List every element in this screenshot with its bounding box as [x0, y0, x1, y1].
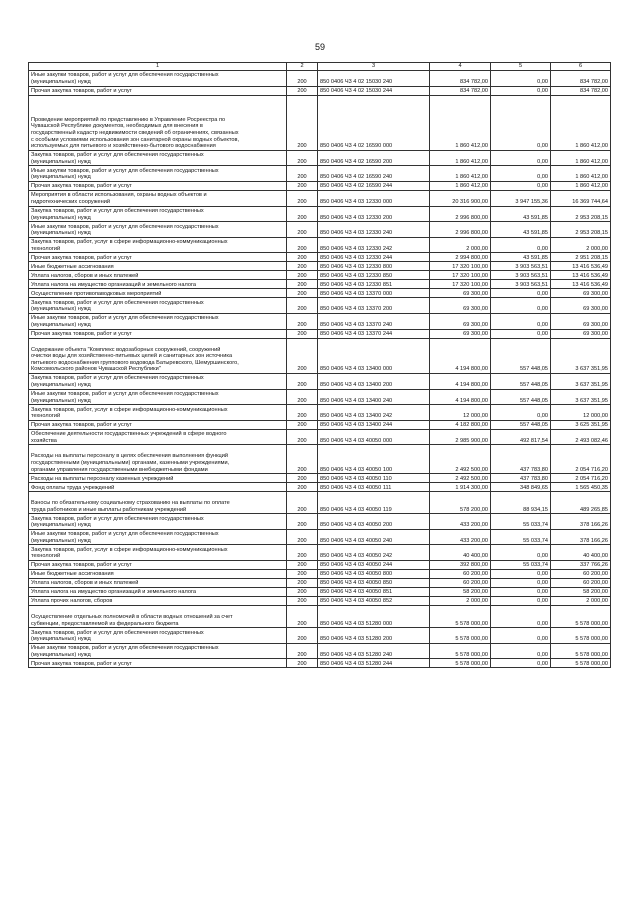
- row-rest-cell: 2 953 208,15: [551, 206, 611, 222]
- table-row: [29, 329, 611, 338]
- row-plan-cell: 2 492 500,00: [430, 474, 491, 483]
- table-row: [29, 166, 611, 182]
- table-row: [29, 445, 611, 474]
- row-kbk-cell: 850 0406 Ч3 4 03 51280 244: [318, 659, 430, 668]
- row-kbk-cell: 850 0406 Ч3 4 03 12330 200: [318, 206, 430, 222]
- table-row: [29, 429, 611, 445]
- row-code-cell: 200: [287, 643, 318, 659]
- column-header-5: 5: [491, 63, 551, 71]
- column-header-2: 2: [287, 63, 318, 71]
- row-code-cell: 200: [287, 329, 318, 338]
- row-plan-cell: 69 300,00: [430, 329, 491, 338]
- row-exec-cell: 437 783,80: [491, 445, 551, 474]
- row-exec-cell: 0,00: [491, 71, 551, 87]
- row-kbk-cell: 850 0406 Ч3 4 03 40050 110: [318, 474, 430, 483]
- table-row: [29, 643, 611, 659]
- row-rest-cell: 16 369 744,64: [551, 190, 611, 206]
- row-code-cell: 200: [287, 298, 318, 314]
- row-name-cell: Уплата налога на имущество организаций и земельного налога: [29, 280, 287, 289]
- table-row: [29, 190, 611, 206]
- page-number: 59: [314, 42, 325, 52]
- row-exec-cell: 0,00: [491, 405, 551, 421]
- row-code-cell: 200: [287, 280, 318, 289]
- row-kbk-cell: 850 0406 Ч3 4 03 51280 240: [318, 643, 430, 659]
- table-row: [29, 298, 611, 314]
- row-exec-cell: 88 934,15: [491, 492, 551, 514]
- row-code-cell: 200: [287, 181, 318, 190]
- row-plan-cell: 4 182 800,00: [430, 420, 491, 429]
- row-kbk-cell: 850 0406 Ч3 4 03 40050 111: [318, 483, 430, 492]
- row-kbk-cell: 850 0406 Ч3 4 03 40050 850: [318, 579, 430, 588]
- row-rest-cell: 5 578 000,00: [551, 606, 611, 628]
- row-code-cell: 200: [287, 628, 318, 644]
- row-rest-cell: 1 565 450,35: [551, 483, 611, 492]
- row-plan-cell: 60 200,00: [430, 570, 491, 579]
- column-header-4: 4: [430, 63, 491, 71]
- row-rest-cell: 489 265,85: [551, 492, 611, 514]
- row-code-cell: 200: [287, 71, 318, 87]
- table-header-row: [29, 63, 611, 71]
- row-kbk-cell: 850 0406 Ч3 4 03 12330 800: [318, 262, 430, 271]
- row-plan-cell: 4 194 800,00: [430, 373, 491, 389]
- table-row: [29, 237, 611, 253]
- row-name-cell: Прочая закупка товаров, работ и услуг: [29, 561, 287, 570]
- row-rest-cell: 1 860 412,00: [551, 166, 611, 182]
- row-plan-cell: 4 194 800,00: [430, 338, 491, 373]
- row-plan-cell: 1 914 300,00: [430, 483, 491, 492]
- table-row: [29, 483, 611, 492]
- row-plan-cell: 17 320 100,00: [430, 271, 491, 280]
- row-kbk-cell: 850 0406 Ч3 4 03 12330 851: [318, 280, 430, 289]
- row-rest-cell: 2 000,00: [551, 237, 611, 253]
- row-plan-cell: 2 994 800,00: [430, 253, 491, 262]
- row-code-cell: 200: [287, 420, 318, 429]
- row-rest-cell: 69 300,00: [551, 298, 611, 314]
- row-kbk-cell: 850 0406 Ч3 4 03 12330 850: [318, 271, 430, 280]
- table-body: [29, 71, 611, 668]
- column-header-1: 1: [29, 63, 287, 71]
- table-row: [29, 181, 611, 190]
- table-row: [29, 492, 611, 514]
- row-kbk-cell: 850 0406 Ч3 4 02 15030 244: [318, 86, 430, 95]
- row-kbk-cell: 850 0406 Ч3 4 03 40050 119: [318, 492, 430, 514]
- row-exec-cell: 0,00: [491, 237, 551, 253]
- row-kbk-cell: 850 0406 Ч3 4 03 13370 000: [318, 289, 430, 298]
- row-plan-cell: 1 860 412,00: [430, 166, 491, 182]
- row-name-cell: Закупка товаров, работ и услуг для обеспечения государственных (муниципальных) нужд: [29, 206, 287, 222]
- table-row: [29, 597, 611, 606]
- table-row: [29, 405, 611, 421]
- row-plan-cell: 1 860 412,00: [430, 181, 491, 190]
- row-plan-cell: 433 200,00: [430, 529, 491, 545]
- row-rest-cell: 337 766,26: [551, 561, 611, 570]
- row-code-cell: 200: [287, 237, 318, 253]
- table-row: [29, 579, 611, 588]
- row-rest-cell: 3 637 351,95: [551, 338, 611, 373]
- row-exec-cell: 3 903 563,51: [491, 280, 551, 289]
- row-rest-cell: 834 782,00: [551, 71, 611, 87]
- table-row: [29, 71, 611, 87]
- row-plan-cell: 12 000,00: [430, 405, 491, 421]
- row-kbk-cell: 850 0406 Ч3 4 03 40050 852: [318, 597, 430, 606]
- row-code-cell: 200: [287, 95, 318, 150]
- row-code-cell: 200: [287, 606, 318, 628]
- row-rest-cell: 13 416 536,49: [551, 262, 611, 271]
- row-kbk-cell: 850 0406 Ч3 4 03 13400 242: [318, 405, 430, 421]
- row-kbk-cell: 850 0406 Ч3 4 02 15030 240: [318, 71, 430, 87]
- row-name-cell: Проведение мероприятий по представлению в Управление Росреестра по Чувашской Республике документов, необходимых для внесения в государственный кадастр недвижимости сведений об ограничениях, связанных с особыми условиями использования зон санитарной охраны водных объектов, используемых для питьевого и хозяйственно-бытового водоснабжения: [29, 95, 287, 150]
- row-name-cell: Закупка товаров, работ и услуг для обеспечения государственных (муниципальных) нужд: [29, 373, 287, 389]
- row-exec-cell: 348 849,65: [491, 483, 551, 492]
- row-rest-cell: 2 054 716,20: [551, 474, 611, 483]
- row-kbk-cell: 850 0406 Ч3 4 03 40050 100: [318, 445, 430, 474]
- row-code-cell: 200: [287, 570, 318, 579]
- table-row: [29, 389, 611, 405]
- row-rest-cell: 1 860 412,00: [551, 150, 611, 166]
- row-name-cell: Прочая закупка товаров, работ и услуг: [29, 253, 287, 262]
- row-name-cell: Иные закупки товаров, работ и услуг для обеспечения государственных (муниципальных) нужд: [29, 529, 287, 545]
- row-plan-cell: 578 200,00: [430, 492, 491, 514]
- row-name-cell: Иные закупки товаров, работ и услуг для обеспечения государственных (муниципальных) нужд: [29, 389, 287, 405]
- row-name-cell: Уплата налогов, сборов и иных платежей: [29, 579, 287, 588]
- row-plan-cell: 1 860 412,00: [430, 150, 491, 166]
- row-name-cell: Прочая закупка товаров, работ и услуг: [29, 86, 287, 95]
- row-exec-cell: 0,00: [491, 606, 551, 628]
- row-plan-cell: 2 000,00: [430, 237, 491, 253]
- table-row: [29, 262, 611, 271]
- row-code-cell: 200: [287, 405, 318, 421]
- row-exec-cell: 0,00: [491, 150, 551, 166]
- row-rest-cell: 2 000,00: [551, 597, 611, 606]
- row-exec-cell: 0,00: [491, 298, 551, 314]
- row-plan-cell: 40 400,00: [430, 545, 491, 561]
- row-exec-cell: 437 783,80: [491, 474, 551, 483]
- table-row: [29, 514, 611, 530]
- row-name-cell: Иные бюджетные ассигнования: [29, 262, 287, 271]
- table-row: [29, 338, 611, 373]
- table-row: [29, 588, 611, 597]
- row-code-cell: 200: [287, 588, 318, 597]
- row-plan-cell: 392 800,00: [430, 561, 491, 570]
- row-kbk-cell: 850 0406 Ч3 4 03 40050 800: [318, 570, 430, 579]
- row-name-cell: Иные закупки товаров, работ и услуг для обеспечения государственных (муниципальных) нужд: [29, 643, 287, 659]
- row-kbk-cell: 850 0406 Ч3 4 03 12330 242: [318, 237, 430, 253]
- row-plan-cell: 834 782,00: [430, 71, 491, 87]
- row-plan-cell: 1 860 412,00: [430, 95, 491, 150]
- table-row: [29, 280, 611, 289]
- row-kbk-cell: 850 0406 Ч3 4 03 40050 200: [318, 514, 430, 530]
- row-kbk-cell: 850 0406 Ч3 4 03 13400 200: [318, 373, 430, 389]
- table-row: [29, 420, 611, 429]
- row-plan-cell: 20 316 900,00: [430, 190, 491, 206]
- row-rest-cell: 60 200,00: [551, 579, 611, 588]
- row-rest-cell: 378 166,26: [551, 529, 611, 545]
- row-rest-cell: 3 637 351,95: [551, 373, 611, 389]
- row-kbk-cell: 850 0406 Ч3 4 02 16590 244: [318, 181, 430, 190]
- row-name-cell: Закупка товаров, работ и услуг для обеспечения государственных (муниципальных) нужд: [29, 628, 287, 644]
- row-code-cell: 200: [287, 338, 318, 373]
- row-rest-cell: 2 054 716,20: [551, 445, 611, 474]
- table-row: [29, 253, 611, 262]
- row-name-cell: Закупка товаров, работ, услуг в сфере информационно-коммуникационных технологий: [29, 545, 287, 561]
- row-kbk-cell: 850 0406 Ч3 4 03 51280 000: [318, 606, 430, 628]
- row-plan-cell: 58 200,00: [430, 588, 491, 597]
- row-kbk-cell: 850 0406 Ч3 4 03 40050 240: [318, 529, 430, 545]
- row-code-cell: 200: [287, 597, 318, 606]
- row-code-cell: 200: [287, 483, 318, 492]
- row-exec-cell: 43 591,85: [491, 222, 551, 238]
- table-row: [29, 313, 611, 329]
- row-code-cell: 200: [287, 206, 318, 222]
- row-code-cell: 200: [287, 166, 318, 182]
- table-row: [29, 606, 611, 628]
- row-code-cell: 200: [287, 289, 318, 298]
- row-exec-cell: 43 591,85: [491, 253, 551, 262]
- row-code-cell: 200: [287, 579, 318, 588]
- row-exec-cell: 0,00: [491, 181, 551, 190]
- row-rest-cell: 12 000,00: [551, 405, 611, 421]
- row-name-cell: Осуществление отдельных полномочий в области водных отношений за счет субвенции, предоставляемой из федерального бюджета: [29, 606, 287, 628]
- row-kbk-cell: 850 0406 Ч3 4 03 13370 240: [318, 313, 430, 329]
- row-rest-cell: 69 300,00: [551, 289, 611, 298]
- row-rest-cell: 2 953 208,15: [551, 222, 611, 238]
- row-rest-cell: 378 166,26: [551, 514, 611, 530]
- row-kbk-cell: 850 0406 Ч3 4 03 40050 242: [318, 545, 430, 561]
- row-plan-cell: 433 200,00: [430, 514, 491, 530]
- row-plan-cell: 5 578 000,00: [430, 643, 491, 659]
- row-rest-cell: 69 300,00: [551, 313, 611, 329]
- table-row: [29, 86, 611, 95]
- row-exec-cell: 0,00: [491, 597, 551, 606]
- row-name-cell: Прочая закупка товаров, работ и услуг: [29, 659, 287, 668]
- row-kbk-cell: 850 0406 Ч3 4 03 13400 244: [318, 420, 430, 429]
- row-rest-cell: 1 860 412,00: [551, 95, 611, 150]
- table-row: [29, 271, 611, 280]
- row-code-cell: 200: [287, 262, 318, 271]
- row-name-cell: Прочая закупка товаров, работ и услуг: [29, 329, 287, 338]
- table-row: [29, 529, 611, 545]
- row-code-cell: 200: [287, 190, 318, 206]
- row-plan-cell: 17 320 100,00: [430, 262, 491, 271]
- row-name-cell: Обеспечение деятельности государственных учреждений в сфере водного хозяйства: [29, 429, 287, 445]
- row-name-cell: Закупка товаров, работ и услуг для обеспечения государственных (муниципальных) нужд: [29, 514, 287, 530]
- row-rest-cell: 13 416 536,49: [551, 280, 611, 289]
- row-plan-cell: 5 578 000,00: [430, 628, 491, 644]
- row-code-cell: 200: [287, 474, 318, 483]
- row-code-cell: 200: [287, 492, 318, 514]
- row-plan-cell: 2 996 800,00: [430, 206, 491, 222]
- row-exec-cell: 0,00: [491, 643, 551, 659]
- row-name-cell: Иные бюджетные ассигнования: [29, 570, 287, 579]
- row-exec-cell: 55 033,74: [491, 561, 551, 570]
- row-plan-cell: 5 578 000,00: [430, 659, 491, 668]
- row-code-cell: 200: [287, 86, 318, 95]
- row-code-cell: 200: [287, 313, 318, 329]
- table-row: [29, 206, 611, 222]
- row-code-cell: 200: [287, 429, 318, 445]
- row-exec-cell: 0,00: [491, 86, 551, 95]
- row-exec-cell: 557 448,05: [491, 373, 551, 389]
- row-name-cell: Закупка товаров, работ и услуг для обеспечения государственных (муниципальных) нужд: [29, 150, 287, 166]
- table-row: [29, 659, 611, 668]
- row-kbk-cell: 850 0406 Ч3 4 03 12330 244: [318, 253, 430, 262]
- row-name-cell: Осуществление противопаводковых мероприятий: [29, 289, 287, 298]
- row-exec-cell: 0,00: [491, 313, 551, 329]
- row-name-cell: Иные закупки товаров, работ и услуг для обеспечения государственных (муниципальных) нужд: [29, 71, 287, 87]
- row-plan-cell: 60 200,00: [430, 579, 491, 588]
- row-rest-cell: 3 625 351,95: [551, 420, 611, 429]
- row-name-cell: Закупка товаров, работ и услуг для обеспечения государственных (муниципальных) нужд: [29, 298, 287, 314]
- row-name-cell: Расходы на выплаты персоналу казенных учреждений: [29, 474, 287, 483]
- row-plan-cell: 4 194 800,00: [430, 389, 491, 405]
- row-plan-cell: 69 300,00: [430, 289, 491, 298]
- row-kbk-cell: 850 0406 Ч3 4 03 40050 851: [318, 588, 430, 597]
- table-row: [29, 373, 611, 389]
- row-kbk-cell: 850 0406 Ч3 4 03 13400 240: [318, 389, 430, 405]
- row-code-cell: 200: [287, 373, 318, 389]
- row-code-cell: 200: [287, 545, 318, 561]
- row-name-cell: Прочая закупка товаров, работ и услуг: [29, 420, 287, 429]
- row-name-cell: Иные закупки товаров, работ и услуг для обеспечения государственных (муниципальных) нужд: [29, 166, 287, 182]
- row-code-cell: 200: [287, 514, 318, 530]
- row-plan-cell: 17 320 100,00: [430, 280, 491, 289]
- row-exec-cell: 0,00: [491, 588, 551, 597]
- row-rest-cell: 40 400,00: [551, 545, 611, 561]
- row-name-cell: Взносы по обязательному социальному страхованию на выплаты по оплате труда работников и иные выплаты работникам учреждений: [29, 492, 287, 514]
- row-kbk-cell: 850 0406 Ч3 4 03 13370 244: [318, 329, 430, 338]
- row-exec-cell: 43 591,85: [491, 206, 551, 222]
- table-row: [29, 289, 611, 298]
- row-rest-cell: 3 637 351,95: [551, 389, 611, 405]
- budget-table: [28, 62, 611, 668]
- row-code-cell: 200: [287, 445, 318, 474]
- row-exec-cell: 0,00: [491, 166, 551, 182]
- row-exec-cell: 55 033,74: [491, 529, 551, 545]
- row-exec-cell: 3 903 563,51: [491, 271, 551, 280]
- row-name-cell: Закупка товаров, работ, услуг в сфере информационно-коммуникационных технологий: [29, 405, 287, 421]
- row-kbk-cell: 850 0406 Ч3 4 03 12330 240: [318, 222, 430, 238]
- row-exec-cell: 557 448,05: [491, 389, 551, 405]
- table-row: [29, 222, 611, 238]
- row-name-cell: Мероприятия в области использования, охраны водных объектов и гидротехнических сооружений: [29, 190, 287, 206]
- row-kbk-cell: 850 0406 Ч3 4 03 13400 000: [318, 338, 430, 373]
- row-rest-cell: 13 416 536,49: [551, 271, 611, 280]
- row-code-cell: 200: [287, 150, 318, 166]
- table-row: [29, 628, 611, 644]
- row-code-cell: 200: [287, 253, 318, 262]
- row-exec-cell: 3 947 155,36: [491, 190, 551, 206]
- row-kbk-cell: 850 0406 Ч3 4 02 16590 240: [318, 166, 430, 182]
- row-exec-cell: 3 903 563,51: [491, 262, 551, 271]
- row-code-cell: 200: [287, 271, 318, 280]
- column-header-3: 3: [318, 63, 430, 71]
- row-code-cell: 200: [287, 222, 318, 238]
- row-kbk-cell: 850 0406 Ч3 4 03 13370 200: [318, 298, 430, 314]
- row-name-cell: Иные закупки товаров, работ и услуг для обеспечения государственных (муниципальных) нужд: [29, 313, 287, 329]
- row-name-cell: Фонд оплаты труда учреждений: [29, 483, 287, 492]
- row-exec-cell: 557 448,05: [491, 420, 551, 429]
- row-rest-cell: 834 782,00: [551, 86, 611, 95]
- row-name-cell: Иные закупки товаров, работ и услуг для обеспечения государственных (муниципальных) нужд: [29, 222, 287, 238]
- row-kbk-cell: 850 0406 Ч3 4 02 16590 200: [318, 150, 430, 166]
- row-exec-cell: 0,00: [491, 570, 551, 579]
- row-exec-cell: 0,00: [491, 329, 551, 338]
- row-rest-cell: 60 200,00: [551, 570, 611, 579]
- row-rest-cell: 1 860 412,00: [551, 181, 611, 190]
- row-plan-cell: 2 985 900,00: [430, 429, 491, 445]
- row-exec-cell: 492 817,54: [491, 429, 551, 445]
- row-exec-cell: 0,00: [491, 628, 551, 644]
- row-name-cell: Расходы на выплаты персоналу в целях обеспечения выполнения функций государственными (муниципальными) органами, казенными учреждениями, органами управления государственными внебюджетными фондами: [29, 445, 287, 474]
- row-rest-cell: 5 578 000,00: [551, 643, 611, 659]
- row-code-cell: 200: [287, 659, 318, 668]
- row-name-cell: Содержание объекта "Комплекс водозаборных сооружений, сооружений очистки воды для хозяйственно-питьевых целей и санитарных зон источника питьевого водоснабжения группового водовода Батыревского, Шемуршинского, Комсомольского районов Чувашской Республики": [29, 338, 287, 373]
- row-kbk-cell: 850 0406 Ч3 4 03 51280 200: [318, 628, 430, 644]
- row-name-cell: Уплата прочих налогов, сборов: [29, 597, 287, 606]
- row-plan-cell: 2 000,00: [430, 597, 491, 606]
- row-code-cell: 200: [287, 561, 318, 570]
- row-exec-cell: 0,00: [491, 289, 551, 298]
- row-name-cell: Уплата налога на имущество организаций и земельного налога: [29, 588, 287, 597]
- row-kbk-cell: 850 0406 Ч3 4 03 40050 000: [318, 429, 430, 445]
- table-row: [29, 150, 611, 166]
- column-header-6: 6: [551, 63, 611, 71]
- row-name-cell: Уплата налогов, сборов и иных платежей: [29, 271, 287, 280]
- table-row: [29, 474, 611, 483]
- row-rest-cell: 69 300,00: [551, 329, 611, 338]
- row-rest-cell: 58 200,00: [551, 588, 611, 597]
- row-code-cell: 200: [287, 389, 318, 405]
- row-plan-cell: 5 578 000,00: [430, 606, 491, 628]
- table-row: [29, 561, 611, 570]
- row-exec-cell: 0,00: [491, 659, 551, 668]
- row-rest-cell: 5 578 000,00: [551, 628, 611, 644]
- row-kbk-cell: 850 0406 Ч3 4 02 16590 000: [318, 95, 430, 150]
- row-exec-cell: 0,00: [491, 579, 551, 588]
- row-kbk-cell: 850 0406 Ч3 4 03 12330 000: [318, 190, 430, 206]
- table-row: [29, 545, 611, 561]
- row-exec-cell: 557 448,05: [491, 338, 551, 373]
- row-kbk-cell: 850 0406 Ч3 4 03 40050 244: [318, 561, 430, 570]
- row-exec-cell: 0,00: [491, 545, 551, 561]
- row-rest-cell: 2 951 208,15: [551, 253, 611, 262]
- row-rest-cell: 5 578 000,00: [551, 659, 611, 668]
- row-code-cell: 200: [287, 529, 318, 545]
- row-plan-cell: 2 492 500,00: [430, 445, 491, 474]
- table-row: [29, 570, 611, 579]
- row-name-cell: Закупка товаров, работ, услуг в сфере информационно-коммуникационных технологий: [29, 237, 287, 253]
- row-exec-cell: 0,00: [491, 95, 551, 150]
- table-row: [29, 95, 611, 150]
- row-plan-cell: 834 782,00: [430, 86, 491, 95]
- row-plan-cell: 69 300,00: [430, 298, 491, 314]
- row-exec-cell: 55 033,74: [491, 514, 551, 530]
- row-plan-cell: 2 996 800,00: [430, 222, 491, 238]
- row-name-cell: Прочая закупка товаров, работ и услуг: [29, 181, 287, 190]
- row-plan-cell: 69 300,00: [430, 313, 491, 329]
- row-rest-cell: 2 493 082,46: [551, 429, 611, 445]
